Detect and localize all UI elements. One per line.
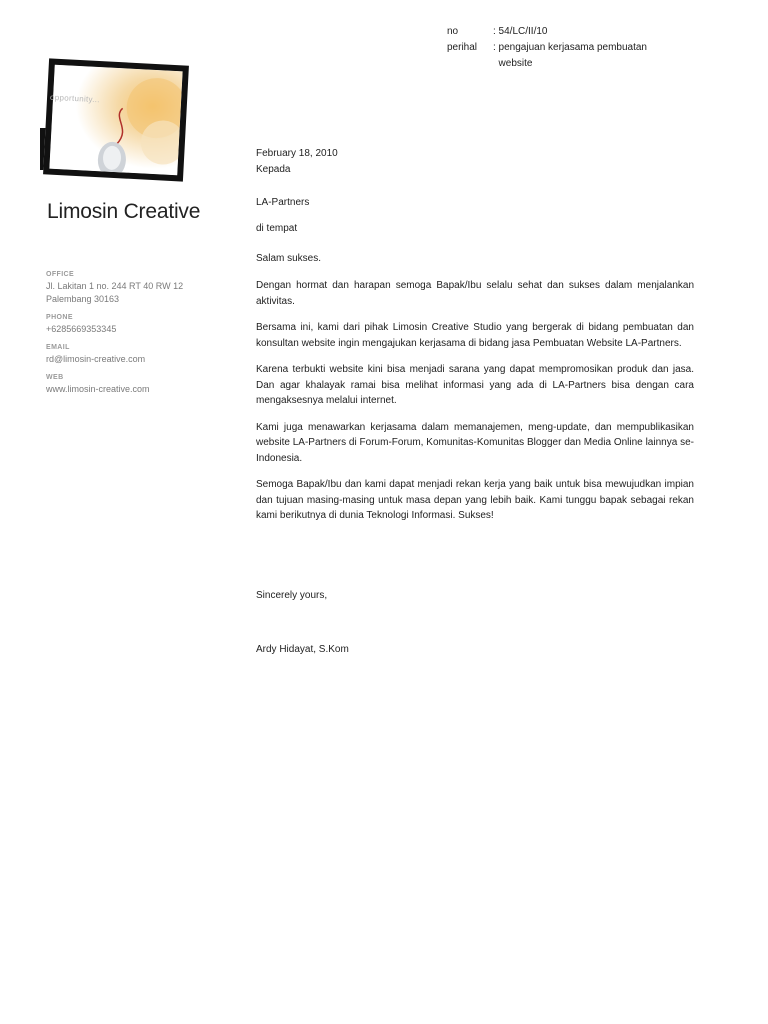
office-address-line2: Palembang 30163 <box>46 294 120 304</box>
letter-paragraph: Karena terbukti website kini bisa menjadi sarana yang dapat mempromosikan produk dan jasa. Dan agar khalayak ramai bisa melihat informasi yang ada di LA-Partners bisa dengan cara mengaksesnya melalui internet. <box>256 364 694 406</box>
letter-paragraph: Semoga Bapak/Ibu dan kami dapat menjadi rekan kerja yang baik untuk bisa mewujudkan impian dan tujuan masing-masing untuk masa depan yang lebih baik. Kami tunggu bapak sebagai rekan kami berikutnya di dunia Teknologi Informasi. Sukses! <box>256 479 694 521</box>
web-value: www.limosin-creative.com <box>46 384 150 394</box>
phone-value: +6285669353345 <box>46 324 117 334</box>
email-value: rd@limosin-creative.com <box>46 354 146 364</box>
phone-label: PHONE <box>46 314 73 321</box>
reference-key: no <box>447 26 459 37</box>
letter-date: February 18, 2010 <box>256 148 338 159</box>
reference-row-no <box>447 24 663 40</box>
office-address-line1: Jl. Lakitan 1 no. 244 RT 40 RW 12 <box>46 281 184 291</box>
company-name: Limosin Creative <box>47 200 201 223</box>
letter-greeting: Salam sukses. <box>256 253 322 264</box>
email-label: EMAIL <box>46 344 70 351</box>
web-label: WEB <box>46 374 64 381</box>
reference-value: : 54/LC/II/10 <box>493 26 548 37</box>
contact-block <box>46 270 226 396</box>
letter-body <box>256 146 694 658</box>
letter-location: di tempat <box>256 223 298 234</box>
letter-paragraph: Dengan hormat dan harapan semoga Bapak/Ibu selalu sehat dan sukses dalam menjalankan aktivitas. <box>256 280 694 307</box>
photo-illustration <box>49 65 182 176</box>
letter-kepada: Kepada <box>256 164 291 175</box>
letter-paragraph: Bersama ini, kami dari pihak Limosin Creative Studio yang bergerak di bidang pembuatan dan konsultan website ingin mengajukan kerjasama di bidang jasa Pembuatan Website LA-Partners. <box>256 322 694 349</box>
reference-value: : pengajuan kerjasama pembuatan <box>493 42 647 53</box>
reference-row-perihal <box>447 40 663 56</box>
photo-frame <box>43 58 189 181</box>
reference-key: perihal <box>447 42 478 53</box>
letter-recipient: LA-Partners <box>256 197 310 208</box>
reference-block <box>447 24 663 72</box>
letter-signer: Ardy Hidayat, S.Kom <box>256 643 349 655</box>
letter-closing: Sincerely yours, <box>256 589 328 601</box>
office-label: OFFICE <box>46 271 75 278</box>
reference-value: website <box>493 58 533 69</box>
photo-caption: opportunity... <box>49 92 101 105</box>
letter-paragraph: Kami juga menawarkan kerjasama dalam memanajemen, meng-update, dan mempublikasikan website LA-Partners di Forum-Forum, Komunitas-Komunitas Blogger dan Media Online lainnya se-Indonesia. <box>256 421 694 464</box>
reference-key <box>447 56 493 72</box>
company-photo <box>40 58 190 183</box>
reference-row-continued <box>447 56 663 72</box>
